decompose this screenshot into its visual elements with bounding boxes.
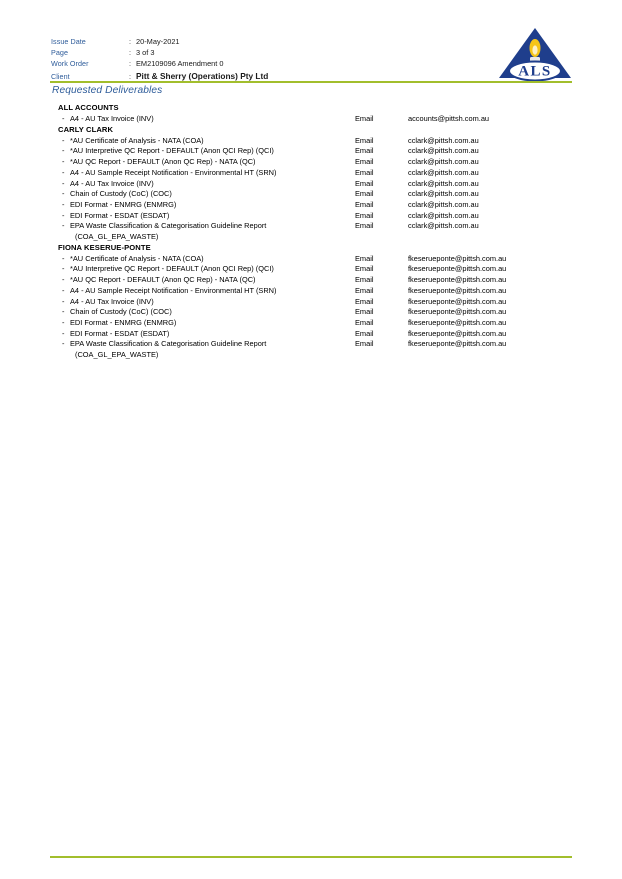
recipient-email: cclark@pittsh.com.au [408,157,479,167]
meta-value: Pitt & Sherry (Operations) Pty Ltd [136,71,269,81]
document-header-meta [51,36,381,83]
deliverable-label-text: Chain of Custody (CoC) (COC) [70,189,172,199]
deliverables-group-header: FIONA KESERUE-PONTE [58,242,151,252]
recipient-email: cclark@pittsh.com.au [408,221,479,231]
deliverable-label [0,146,355,157]
page-title: Requested Deliverables [52,85,163,96]
deliverable-row [0,157,622,168]
recipient-email: fkeserueponte@pittsh.com.au [408,307,507,317]
bullet-dash: - [62,157,65,167]
deliverable-row [0,339,622,360]
deliverable-row [0,275,622,286]
deliverable-row [0,254,622,265]
deliverable-row [0,146,622,157]
deliverable-label [0,179,355,190]
deliverable-label-text: *AU QC Report - DEFAULT (Anon QC Rep) - NATA (QC) [70,157,256,167]
bullet-dash: - [62,296,65,306]
recipient-email: accounts@pittsh.com.au [408,114,490,123]
meta-separator: : [129,72,131,81]
recipient-email: fkeserueponte@pittsh.com.au [408,264,507,274]
recipient-email: cclark@pittsh.com.au [408,167,479,177]
delivery-method: Email [355,167,374,177]
deliverable-label-text: EDI Format - ENMRG (ENMRG) [70,199,177,209]
bullet-dash: - [62,264,65,274]
deliverable-label [0,339,355,360]
deliverable-label [0,221,355,242]
meta-value: EM2109096 Amendment 0 [136,59,224,68]
deliverable-label-text: A4 - AU Sample Receipt Notification - Environmental HT (SRN) [70,285,277,295]
deliverable-label-text: EDI Format - ESDAT (ESDAT) [70,328,170,338]
deliverable-row [0,264,622,275]
bullet-dash: - [62,178,65,188]
bullet-dash: - [62,328,65,338]
delivery-method: Email [355,210,374,220]
recipient-email: fkeserueponte@pittsh.com.au [408,328,507,338]
deliverable-label-continuation: (COA_GL_EPA_WASTE) [75,350,159,360]
delivery-method: Email [355,296,374,306]
deliverable-label-text: EPA Waste Classification & Categorisation Guideline Report [70,339,267,349]
bullet-dash: - [62,285,65,295]
deliverable-row [0,221,622,242]
deliverable-label-text: *AU QC Report - DEFAULT (Anon QC Rep) - NATA (QC) [70,275,256,285]
recipient-email: fkeserueponte@pittsh.com.au [408,339,507,349]
svg-text:ALS: ALS [518,63,552,80]
delivery-method: Email [355,328,374,338]
deliverable-row [0,189,622,200]
bullet-dash: - [62,167,65,177]
delivery-method: Email [355,253,374,263]
deliverable-label-text: A4 - AU Sample Receipt Notification - Environmental HT (SRN) [70,167,277,177]
deliverable-label [0,211,355,222]
deliverable-label [0,307,355,318]
delivery-method: Email [355,178,374,188]
deliverable-label-text: A4 - AU Tax Invoice (INV) [70,296,154,306]
delivery-method: Email [355,199,374,209]
delivery-method: Email [355,157,374,167]
deliverables-group-header: CARLY CLARK [58,124,114,134]
recipient-email: cclark@pittsh.com.au [408,210,479,220]
deliverable-label [0,189,355,200]
meta-row [51,58,381,69]
deliverable-row [0,200,622,211]
deliverable-row [0,179,622,190]
deliverable-row [0,211,622,222]
deliverable-label-text: A4 - AU Tax Invoice (INV) [70,114,154,123]
recipient-email: fkeserueponte@pittsh.com.au [408,296,507,306]
deliverable-label [0,264,355,275]
deliverables-group-header: ALL ACCOUNTS [58,103,119,112]
recipient-email: fkeserueponte@pittsh.com.au [408,317,507,327]
meta-separator: : [129,48,131,57]
recipient-email: fkeserueponte@pittsh.com.au [408,275,507,285]
bullet-dash: - [62,253,65,263]
recipient-email: fkeserueponte@pittsh.com.au [408,253,507,263]
deliverable-row [0,297,622,308]
bullet-dash: - [62,199,65,209]
delivery-method: Email [355,114,374,123]
bullet-dash: - [62,307,65,317]
delivery-method: Email [355,339,374,349]
deliverable-label [0,254,355,265]
deliverable-label-text: *AU Certificate of Analysis - NATA (COA) [70,135,204,145]
meta-label: Work Order [51,59,89,68]
deliverable-label [0,329,355,340]
deliverable-label-text: *AU Interpretive QC Report - DEFAULT (Anon QCI Rep) (QCI) [70,146,274,156]
bullet-dash: - [62,317,65,327]
deliverable-label-text: EDI Format - ESDAT (ESDAT) [70,210,170,220]
deliverable-label [0,136,355,147]
meta-separator: : [129,59,131,68]
deliverable-label [0,275,355,286]
bullet-dash: - [62,210,65,220]
deliverable-row [0,136,622,147]
bullet-dash: - [62,114,65,123]
deliverable-label-text: *AU Interpretive QC Report - DEFAULT (Anon QCI Rep) (QCI) [70,264,274,274]
deliverable-row [0,329,622,340]
recipient-email: cclark@pittsh.com.au [408,146,479,156]
meta-label: Issue Date [51,37,86,46]
deliverable-label [0,297,355,308]
deliverable-row [0,114,622,125]
deliverable-label [0,114,355,125]
meta-label: Client [51,72,70,81]
deliverable-row [0,286,622,297]
delivery-method: Email [355,317,374,327]
deliverable-label [0,286,355,297]
deliverable-label-text: *AU Certificate of Analysis - NATA (COA) [70,253,204,263]
deliverable-label-text: EDI Format - ENMRG (ENMRG) [70,317,177,327]
recipient-email: cclark@pittsh.com.au [408,199,479,209]
delivery-method: Email [355,307,374,317]
footer-divider-rule [50,856,572,858]
bullet-dash: - [62,146,65,156]
deliverable-row [0,307,622,318]
bullet-dash: - [62,189,65,199]
deliverable-label [0,318,355,329]
recipient-email: cclark@pittsh.com.au [408,189,479,199]
deliverable-label-text: EPA Waste Classification & Categorisation Guideline Report [70,221,267,231]
meta-value: 3 of 3 [136,48,155,57]
delivery-method: Email [355,264,374,274]
delivery-method: Email [355,285,374,295]
recipient-email: cclark@pittsh.com.au [408,178,479,188]
deliverable-label-text: Chain of Custody (CoC) (COC) [70,307,172,317]
bullet-dash: - [62,135,65,145]
delivery-method: Email [355,221,374,231]
bullet-dash: - [62,339,65,349]
meta-separator: : [129,37,131,46]
deliverable-label [0,168,355,179]
deliverable-row [0,168,622,179]
recipient-email: cclark@pittsh.com.au [408,135,479,145]
header-divider-rule [50,81,572,83]
meta-row [51,36,381,47]
bullet-dash: - [62,275,65,285]
deliverable-row [0,318,622,329]
deliverable-label [0,200,355,211]
deliverable-label-continuation: (COA_GL_EPA_WASTE) [75,232,159,242]
bullet-dash: - [62,221,65,231]
deliverable-label-text: A4 - AU Tax Invoice (INV) [70,178,154,188]
requested-deliverables-list [0,103,622,361]
delivery-method: Email [355,135,374,145]
meta-value: 20-May-2021 [136,37,180,46]
deliverable-label [0,157,355,168]
als-logo [497,26,573,82]
recipient-email: fkeserueponte@pittsh.com.au [408,285,507,295]
delivery-method: Email [355,146,374,156]
delivery-method: Email [355,189,374,199]
meta-label: Page [51,48,68,57]
delivery-method: Email [355,275,374,285]
meta-row [51,47,381,58]
